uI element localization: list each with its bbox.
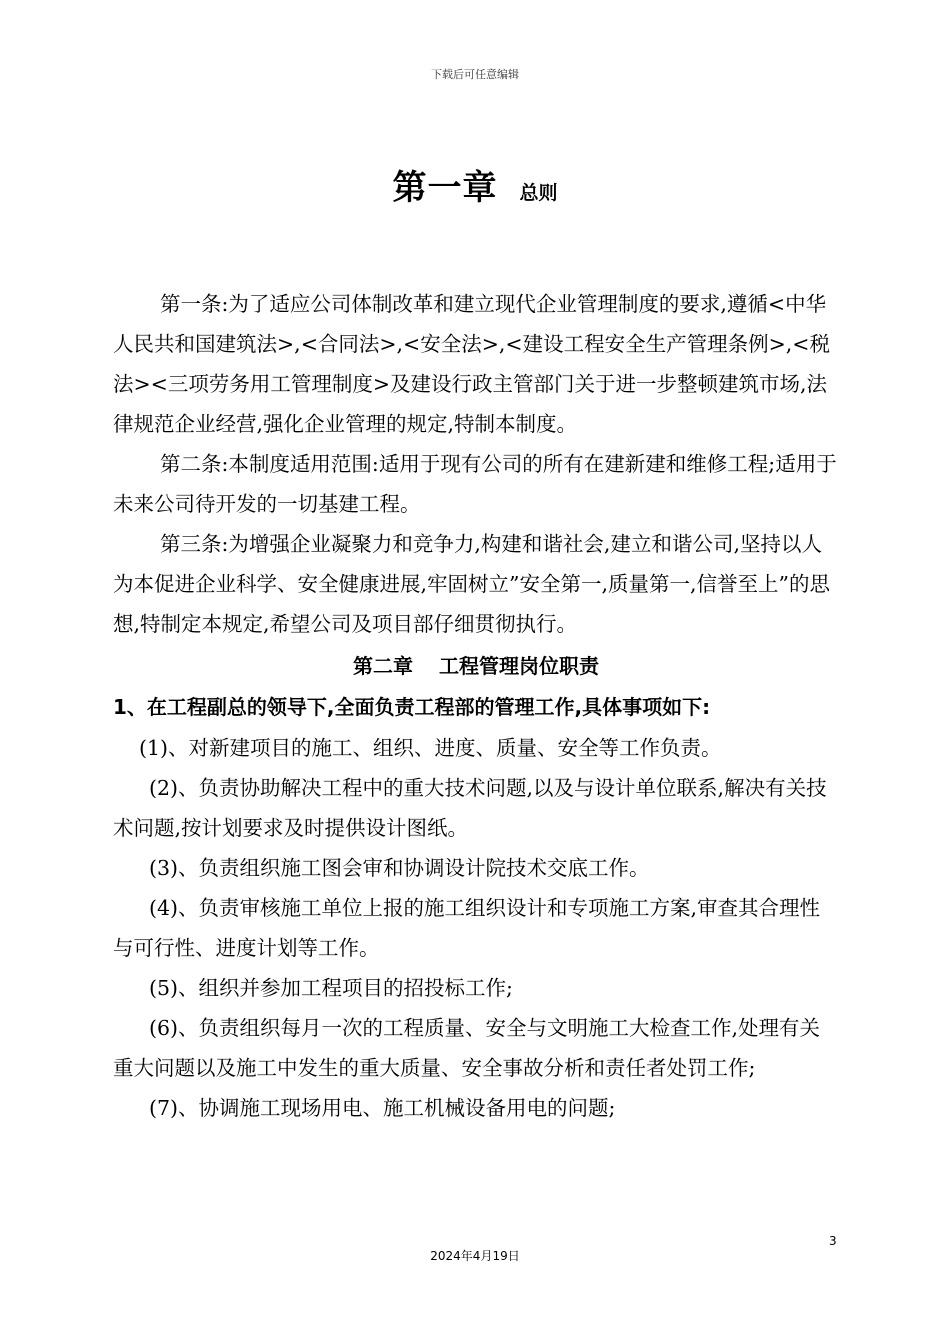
document-body: [113, 284, 839, 1128]
article-2: 第二条:本制度适用范围:适用于现有公司的所有在建新建和维修工程;适用于未来公司待开发的一切基建工程。: [113, 452, 837, 516]
duty-item-3: (3)、负责组织施工图会审和协调设计院技术交底工作。: [149, 856, 650, 880]
chapter-title-sub: 总则: [519, 182, 558, 204]
footer-date: 2024年4月19日: [430, 1249, 520, 1263]
duty-item-4: (4)、负责审核施工单位上报的施工组织设计和专项施工方案,审查其合理性与可行性、进度计划等工作。: [113, 896, 821, 960]
duty-heading: 1、在工程副总的领导下,全面负责工程部的管理工作,具体事项如下:: [113, 695, 711, 719]
duty-item-7: (7)、协调施工现场用电、施工机械设备用电的问题;: [149, 1096, 616, 1120]
page-number: 3: [829, 1234, 837, 1248]
chapter-title: [0, 160, 950, 209]
header-note: 下载后可任意编辑: [431, 68, 519, 81]
section-label: 第二章: [353, 654, 413, 678]
chapter-title-main: 第一章: [392, 168, 498, 208]
section-name: 工程管理岗位职责: [439, 654, 599, 678]
duty-item-6: (6)、负责组织每月一次的工程质量、安全与文明施工大检查工作,处理有关重大问题以及施工中发生的重大质量、安全事故分析和责任者处罚工作;: [113, 1016, 821, 1080]
article-1: 第一条:为了适应公司体制改革和建立现代企业管理制度的要求,遵循<中华人民共和国建筑法>,<合同法>,<安全法>,<建设工程安全生产管理条例>,<税法><三项劳务用工管理制度>及建设行政主管部门关于进一步整顿建筑市场,法律规范企业经营,强化企业管理的规定,特制本制度。: [113, 292, 830, 436]
duty-item-5: (5)、组织并参加工程项目的招投标工作;: [149, 976, 513, 1000]
article-3: 第三条:为增强企业凝聚力和竞争力,构建和谐社会,建立和谐公司,坚持以人为本促进企业科学、安全健康进展,牢固树立”安全第一,质量第一,信誉至上”的思想,特制定本规定,希望公司及项目部仔细贯彻执行。: [113, 532, 831, 636]
section-title: [113, 646, 839, 686]
duty-item-2: (2)、负责协助解决工程中的重大技术问题,以及与设计单位联系,解决有关技术问题,按计划要求及时提供设计图纸。: [113, 776, 827, 840]
duty-item-1: (1)、对新建项目的施工、组织、进度、质量、安全等工作负责。: [139, 736, 722, 760]
